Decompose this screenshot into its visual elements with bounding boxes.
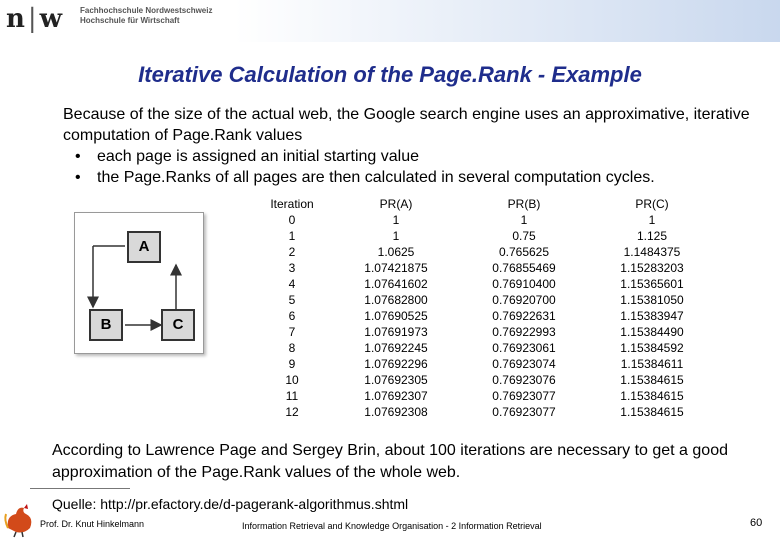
table-cell: 1 bbox=[648, 213, 656, 227]
table-row bbox=[252, 212, 716, 228]
table-cell: 1.0625 bbox=[377, 245, 415, 259]
fhnw-logo: n|w bbox=[6, 4, 64, 34]
bullet-item bbox=[63, 167, 763, 188]
table-cell: 4 bbox=[288, 277, 296, 291]
table-cell: 6 bbox=[288, 309, 296, 323]
table-cell: 1 bbox=[392, 229, 400, 243]
footer-author: Prof. Dr. Knut Hinkelmann bbox=[40, 519, 145, 529]
table-cell: 0.76922993 bbox=[492, 325, 556, 339]
table-cell: 10 bbox=[285, 373, 299, 387]
table-cell: 1.15384490 bbox=[620, 325, 684, 339]
table-cell: 0.76920700 bbox=[492, 293, 556, 307]
table-cell: 9 bbox=[288, 357, 296, 371]
table-cell: 0.76923077 bbox=[492, 405, 556, 419]
table-cell: 1.15384592 bbox=[620, 341, 684, 355]
table-cell: 0.75 bbox=[512, 229, 536, 243]
table-row bbox=[252, 260, 716, 276]
node-a: A bbox=[127, 231, 161, 263]
bullet-icon: • bbox=[75, 148, 81, 165]
table-cell: 1.15365601 bbox=[620, 277, 684, 291]
table-cell: 1.07692307 bbox=[364, 389, 428, 403]
table-cell: 0.76910400 bbox=[492, 277, 556, 291]
table-cell: 1.15283203 bbox=[620, 261, 684, 275]
table-row bbox=[252, 388, 716, 404]
bullet-list bbox=[63, 146, 763, 188]
footnote-rule bbox=[30, 488, 130, 489]
column-header: PR(A) bbox=[379, 197, 413, 211]
page-number: 60 bbox=[750, 517, 763, 529]
table-cell: 2 bbox=[288, 245, 296, 259]
table-cell: 12 bbox=[285, 405, 299, 419]
column-header: PR(C) bbox=[635, 197, 669, 211]
table-cell: 1 bbox=[520, 213, 528, 227]
pagerank-table bbox=[252, 196, 716, 420]
table-cell: 1.07692308 bbox=[364, 405, 428, 419]
table-cell: 1.07692245 bbox=[364, 341, 428, 355]
bullet-item bbox=[63, 146, 763, 167]
source-reference: Quelle: http://pr.efactory.de/d-pagerank-algorithmus.shtml bbox=[52, 496, 409, 512]
institution-line1: Fachhochschule Nordwestschweiz bbox=[80, 6, 213, 15]
table-row bbox=[252, 340, 716, 356]
table-cell: 0.76923074 bbox=[492, 357, 556, 371]
table-cell: 0.76922631 bbox=[492, 309, 556, 323]
table-cell: 1.15384615 bbox=[620, 389, 684, 403]
footer-course: Information Retrieval and Knowledge Organisation - 2 Information Retrieval bbox=[242, 521, 542, 531]
table-cell: 1.15383947 bbox=[620, 309, 684, 323]
table-row bbox=[252, 292, 716, 308]
table-cell: 1.1484375 bbox=[623, 245, 681, 259]
table-cell: 1.07690525 bbox=[364, 309, 428, 323]
table-row bbox=[252, 228, 716, 244]
table-row bbox=[252, 372, 716, 388]
table-row bbox=[252, 404, 716, 420]
table-cell: 1.125 bbox=[636, 229, 668, 243]
table-row bbox=[252, 308, 716, 324]
table-body bbox=[252, 212, 716, 420]
table-cell: 0.76923061 bbox=[492, 341, 556, 355]
column-header: Iteration bbox=[270, 197, 314, 211]
table-cell: 1.07641602 bbox=[364, 277, 428, 291]
table-cell: 1.07692305 bbox=[364, 373, 428, 387]
table-row bbox=[252, 244, 716, 260]
table-cell: 1 bbox=[392, 213, 400, 227]
table-cell: 1.07421875 bbox=[364, 261, 428, 275]
institution-name bbox=[80, 6, 212, 26]
table-cell: 11 bbox=[285, 389, 299, 403]
intro-text bbox=[63, 104, 763, 188]
table-cell: 1.15384615 bbox=[620, 373, 684, 387]
link-graph-diagram bbox=[74, 212, 204, 354]
slide-title: Iterative Calculation of the Page.Rank - Example bbox=[138, 62, 642, 87]
intro-line: Because of the size of the actual web, the Google search engine uses an approximative, iterative computation of Page.Rank values bbox=[63, 106, 750, 144]
table-cell: 0.765625 bbox=[498, 245, 550, 259]
rooster-logo-icon bbox=[2, 498, 38, 538]
table-cell: 1.15384615 bbox=[620, 405, 684, 419]
node-c: C bbox=[161, 309, 195, 341]
node-b: B bbox=[89, 309, 123, 341]
table-cell: 3 bbox=[288, 261, 296, 275]
table-cell: 1.07692296 bbox=[364, 357, 428, 371]
conclusion-text: According to Lawrence Page and Sergey Brin, about 100 iterations are necessary to get a good approximation of the Page.Rank values of the whole web. bbox=[52, 442, 728, 481]
bullet-text: the Page.Ranks of all pages are then calculated in several computation cycles. bbox=[97, 169, 655, 186]
table-cell: 1.15384611 bbox=[620, 357, 684, 371]
table-cell: 0.76923077 bbox=[492, 389, 556, 403]
table-cell: 5 bbox=[288, 293, 296, 307]
institution-line2: Hochschule für Wirtschaft bbox=[80, 16, 180, 25]
table-cell: 8 bbox=[288, 341, 296, 355]
table-cell: 0.76855469 bbox=[492, 261, 556, 275]
bullet-text: each page is assigned an initial starting value bbox=[97, 148, 419, 165]
table-row bbox=[252, 324, 716, 340]
table-row bbox=[252, 356, 716, 372]
bullet-icon: • bbox=[75, 169, 81, 186]
table-cell: 1.07691973 bbox=[364, 325, 428, 339]
table-header-row bbox=[252, 196, 716, 212]
table-cell: 0 bbox=[288, 213, 296, 227]
table-cell: 1 bbox=[288, 229, 296, 243]
table-cell: 1.07682800 bbox=[364, 293, 428, 307]
table-row bbox=[252, 276, 716, 292]
table-cell: 1.15381050 bbox=[620, 293, 684, 307]
table-cell: 7 bbox=[288, 325, 296, 339]
column-header: PR(B) bbox=[507, 197, 541, 211]
table-cell: 0.76923076 bbox=[492, 373, 556, 387]
